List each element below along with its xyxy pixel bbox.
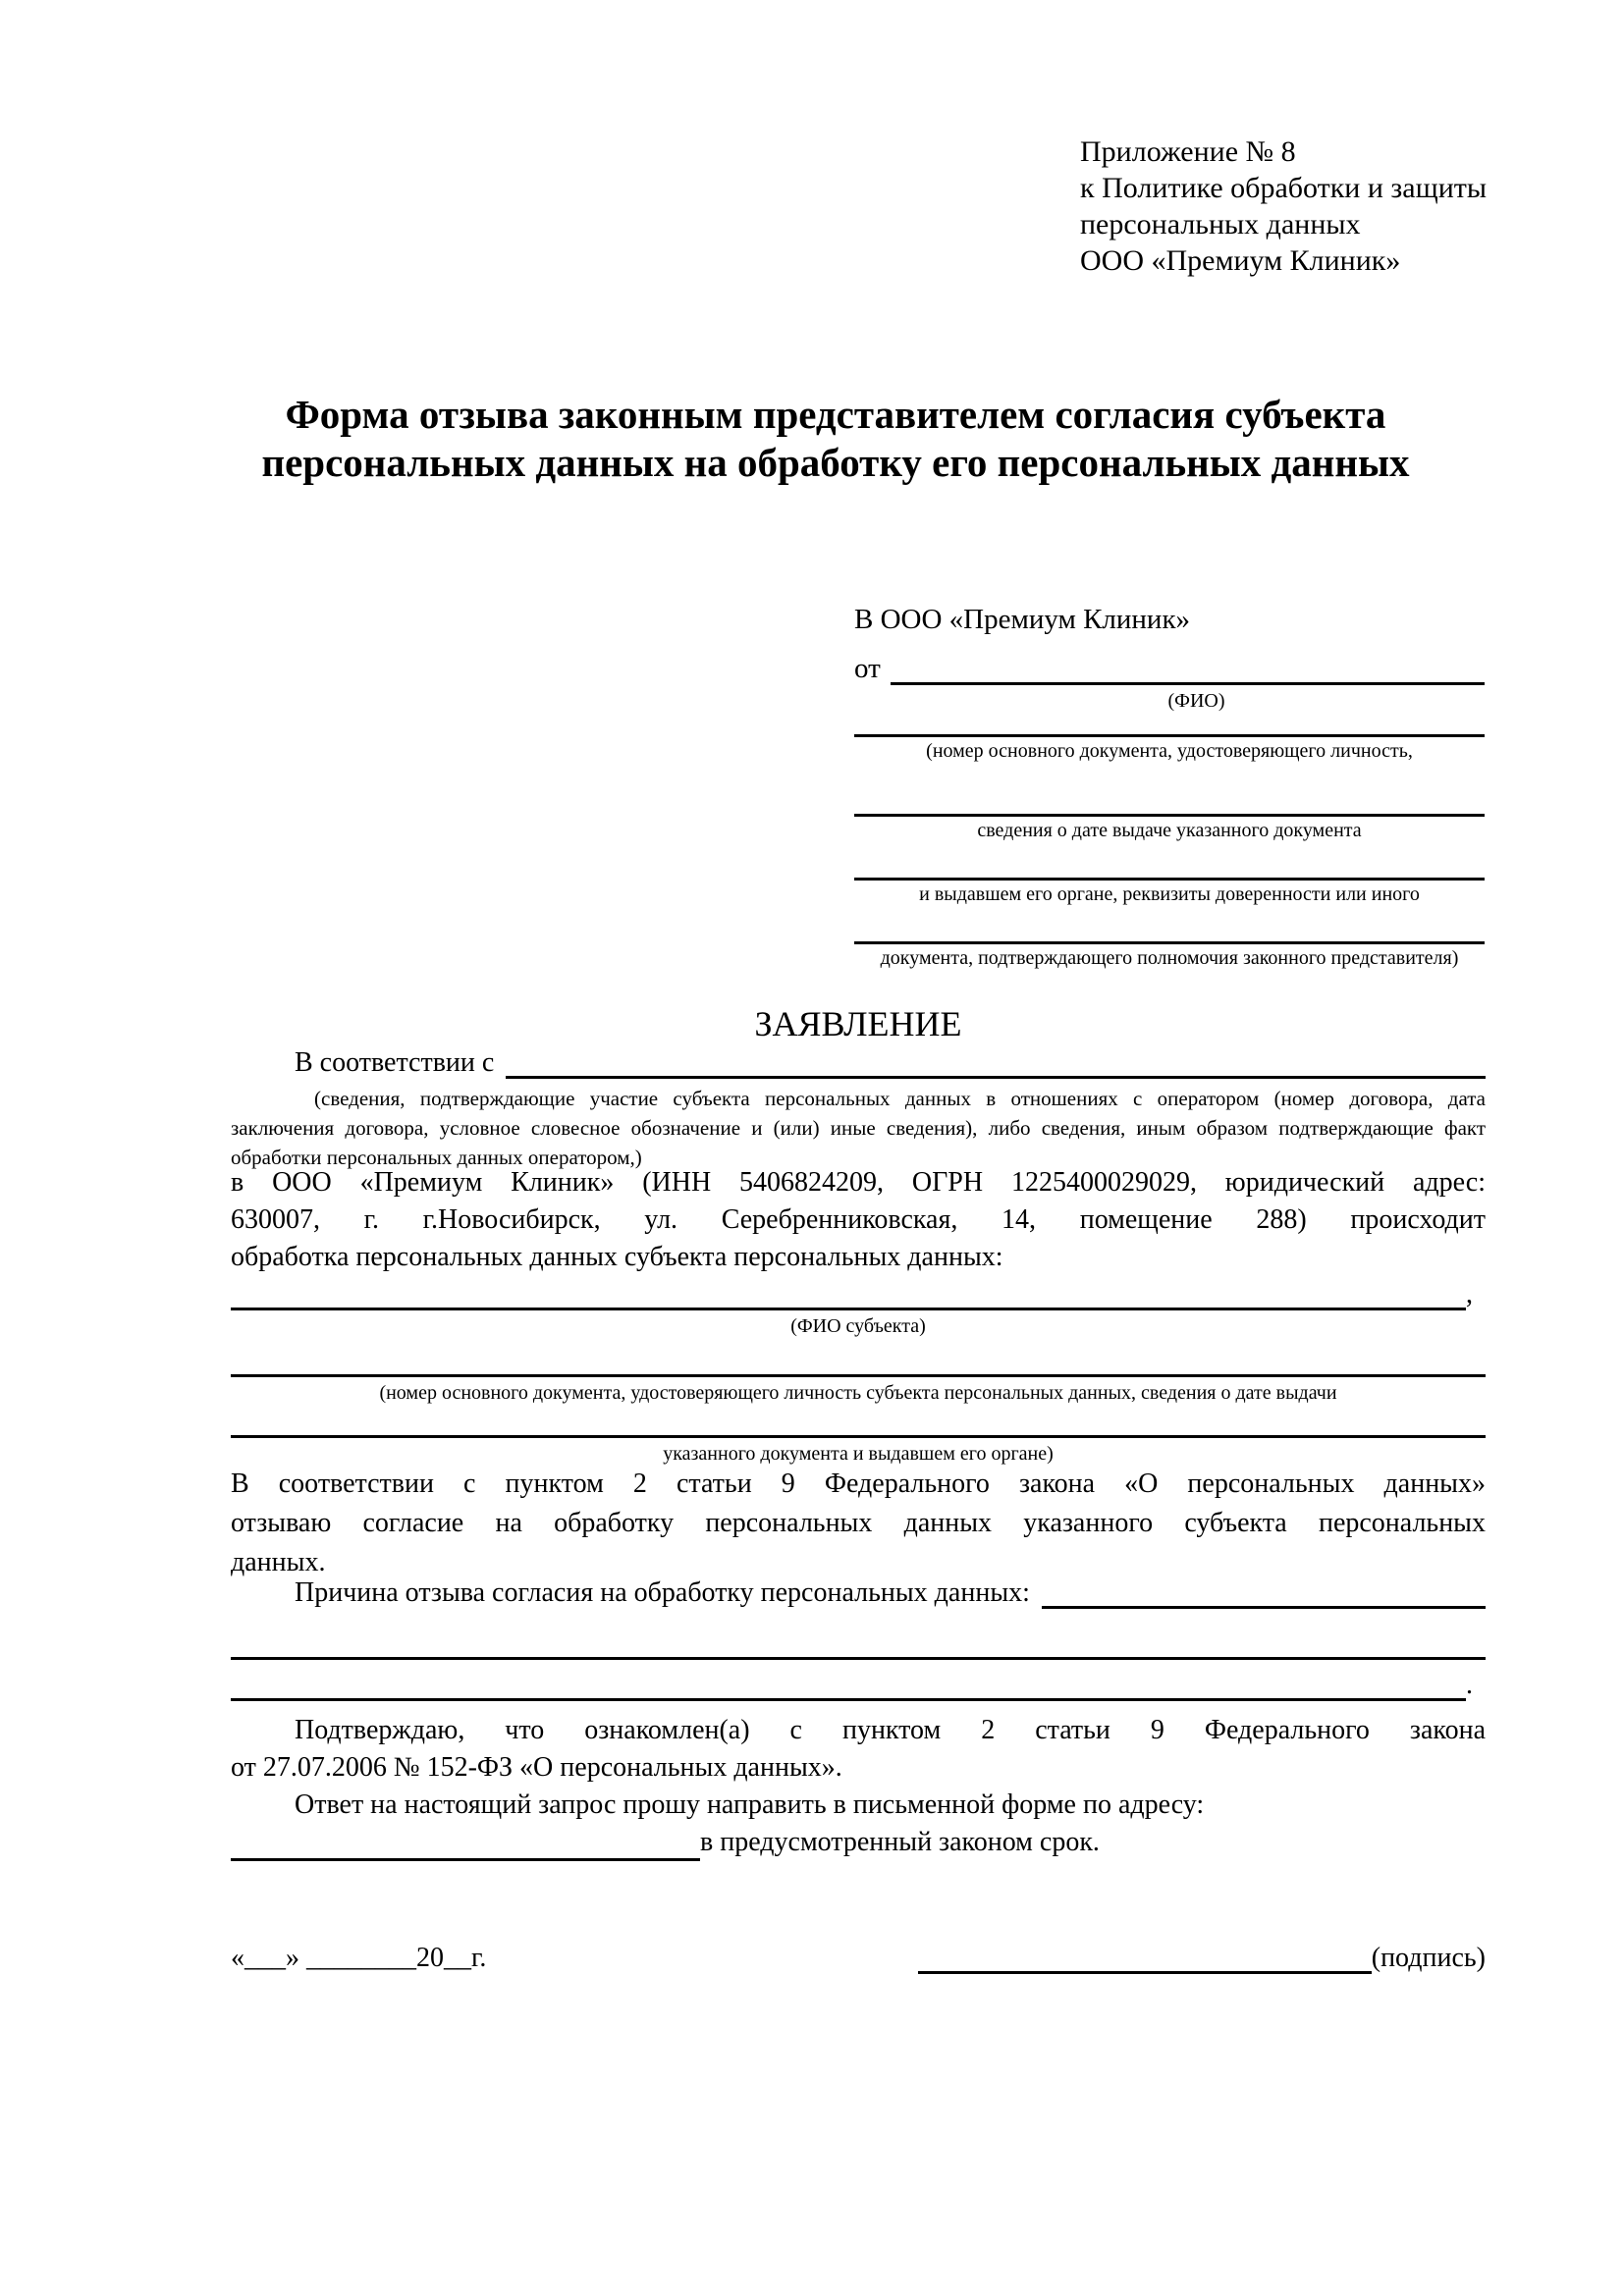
reply-prefix: Ответ на настоящий запрос прошу направить в письменной форме по адресу:: [295, 1789, 1205, 1820]
explanation-line: (сведения, подтверждающие участие субъекта персональных данных в отношениях с оператором (номер договора, дата: [314, 1087, 1486, 1110]
confirmation-line: от 27.07.2006 № 152-ФЗ «О персональных данных».: [231, 1752, 842, 1783]
reason-blank-row2: [231, 1663, 1486, 1701]
doc-issuer-caption: и выдавшем его органе, реквизиты доверенности или иного: [919, 883, 1420, 905]
explanation-note: [231, 1084, 1486, 1172]
operator-line: в ООО «Премиум Клиник» (ИНН 5406824209, ОГРН 1225400029029, юридический адрес:: [231, 1167, 1486, 1198]
explanation-line: заключения договора, условное словесное обозначение и (или) иные сведения), либо сведения, иным образом подтверждающие факт: [231, 1116, 1486, 1140]
date-field[interactable]: «___» ________20__г.: [231, 1943, 487, 1973]
subject-fio-caption: (ФИО субъекта): [790, 1315, 926, 1337]
signature-field[interactable]: [918, 1942, 1372, 1974]
from-label: от: [854, 653, 881, 684]
reason-row: [231, 1575, 1486, 1609]
withdrawal-line: отзываю согласие на обработку персональных данных указанного субъекта персональных: [231, 1508, 1486, 1538]
appendix-line: к Политике обработки и защиты: [1080, 172, 1488, 204]
subject-fio-suffix: ,: [1466, 1279, 1473, 1309]
appendix-line: ООО «Премиум Клиник»: [1080, 244, 1401, 277]
appendix-line: персональных данных: [1080, 208, 1361, 240]
subject-doc-caption2: указанного документа и выдавшем его органе): [663, 1443, 1054, 1465]
reply-paragraph: [231, 1787, 1486, 1861]
doc-issuer-field[interactable]: [854, 842, 1485, 881]
representative-doc-number-field[interactable]: [854, 713, 1485, 737]
reason-field[interactable]: [1042, 1575, 1486, 1609]
reply-suffix: в предусмотренный законом срок.: [700, 1827, 1100, 1857]
confirmation-paragraph: [231, 1712, 1486, 1787]
appendix-line: Приложение № 8: [1080, 135, 1296, 168]
accordance-basis-field[interactable]: [506, 1046, 1486, 1079]
appendix-block: [1080, 133, 1610, 279]
subject-doc-number-field[interactable]: [231, 1337, 1486, 1377]
reply-address-field[interactable]: [231, 1829, 700, 1861]
operator-paragraph: [231, 1164, 1486, 1276]
subject-doc-row2: [231, 1398, 1486, 1466]
signature-caption: (подпись): [1371, 1943, 1486, 1973]
doc-issue-date-caption: сведения о дате выдаче указанного документа: [977, 820, 1362, 841]
subject-fio-field[interactable]: [231, 1270, 1466, 1310]
subject-fio-row: [231, 1270, 1486, 1338]
explanation-line: обработки персональных данных оператором,): [231, 1146, 642, 1169]
accordance-row: [231, 1046, 1486, 1079]
footer-row: [231, 1942, 1486, 1974]
subject-doc-row1: [231, 1337, 1486, 1405]
operator-line: 630007, г. г.Новосибирск, ул. Серебренниковская, 14, помещение 288) происходит: [231, 1204, 1486, 1235]
doc-issue-date-field[interactable]: [854, 763, 1485, 817]
fio-caption: (ФИО): [1167, 690, 1225, 712]
authority-doc-field[interactable]: [854, 906, 1485, 944]
reason-blank-field2[interactable]: [231, 1663, 1466, 1701]
subject-doc-caption1: (номер основного документа, удостоверяющего личность субъекта персональных данных, сведения о дате выдачи: [379, 1382, 1337, 1404]
operator-line: обработка персональных данных субъекта персональных данных:: [231, 1242, 1003, 1272]
confirmation-line: Подтверждаю, что ознакомлен(а) с пунктом 2 статьи 9 Федерального закона: [295, 1715, 1486, 1745]
reason-label: Причина отзыва согласия на обработку персональных данных:: [295, 1577, 1030, 1608]
subject-doc-issuer-field[interactable]: [231, 1398, 1486, 1438]
accordance-prefix: В соответствии с: [295, 1047, 495, 1078]
addressee-block: [854, 601, 1485, 970]
withdrawal-line: данных.: [231, 1547, 326, 1577]
document-title: [185, 391, 1487, 487]
authority-doc-caption: документа, подтверждающего полномочия законного представителя): [880, 947, 1459, 969]
withdrawal-line: В соответствии с пунктом 2 статьи 9 Федерального закона «О персональных данных»: [231, 1468, 1486, 1499]
reason-blank-field1[interactable]: [231, 1622, 1486, 1660]
document-title-line2: персональных данных на обработку его персональных данных: [261, 440, 1410, 485]
doc-number-caption: (номер основного документа, удостоверяющего личность,: [926, 740, 1413, 762]
document-title-line1: Форма отзыва законным представителем согласия субъекта: [285, 392, 1386, 437]
addressee-from-row: [854, 650, 1485, 685]
withdrawal-paragraph: [231, 1465, 1486, 1582]
reason-blank-suffix: .: [1466, 1670, 1473, 1700]
representative-fio-field[interactable]: [891, 653, 1485, 685]
statement-heading: ЗАЯВЛЕНИЕ: [754, 1004, 962, 1043]
addressee-to: В ООО «Премиум Клиник»: [854, 604, 1191, 635]
signature-group: [918, 1942, 1486, 1974]
reason-blank-row1: [231, 1622, 1486, 1660]
